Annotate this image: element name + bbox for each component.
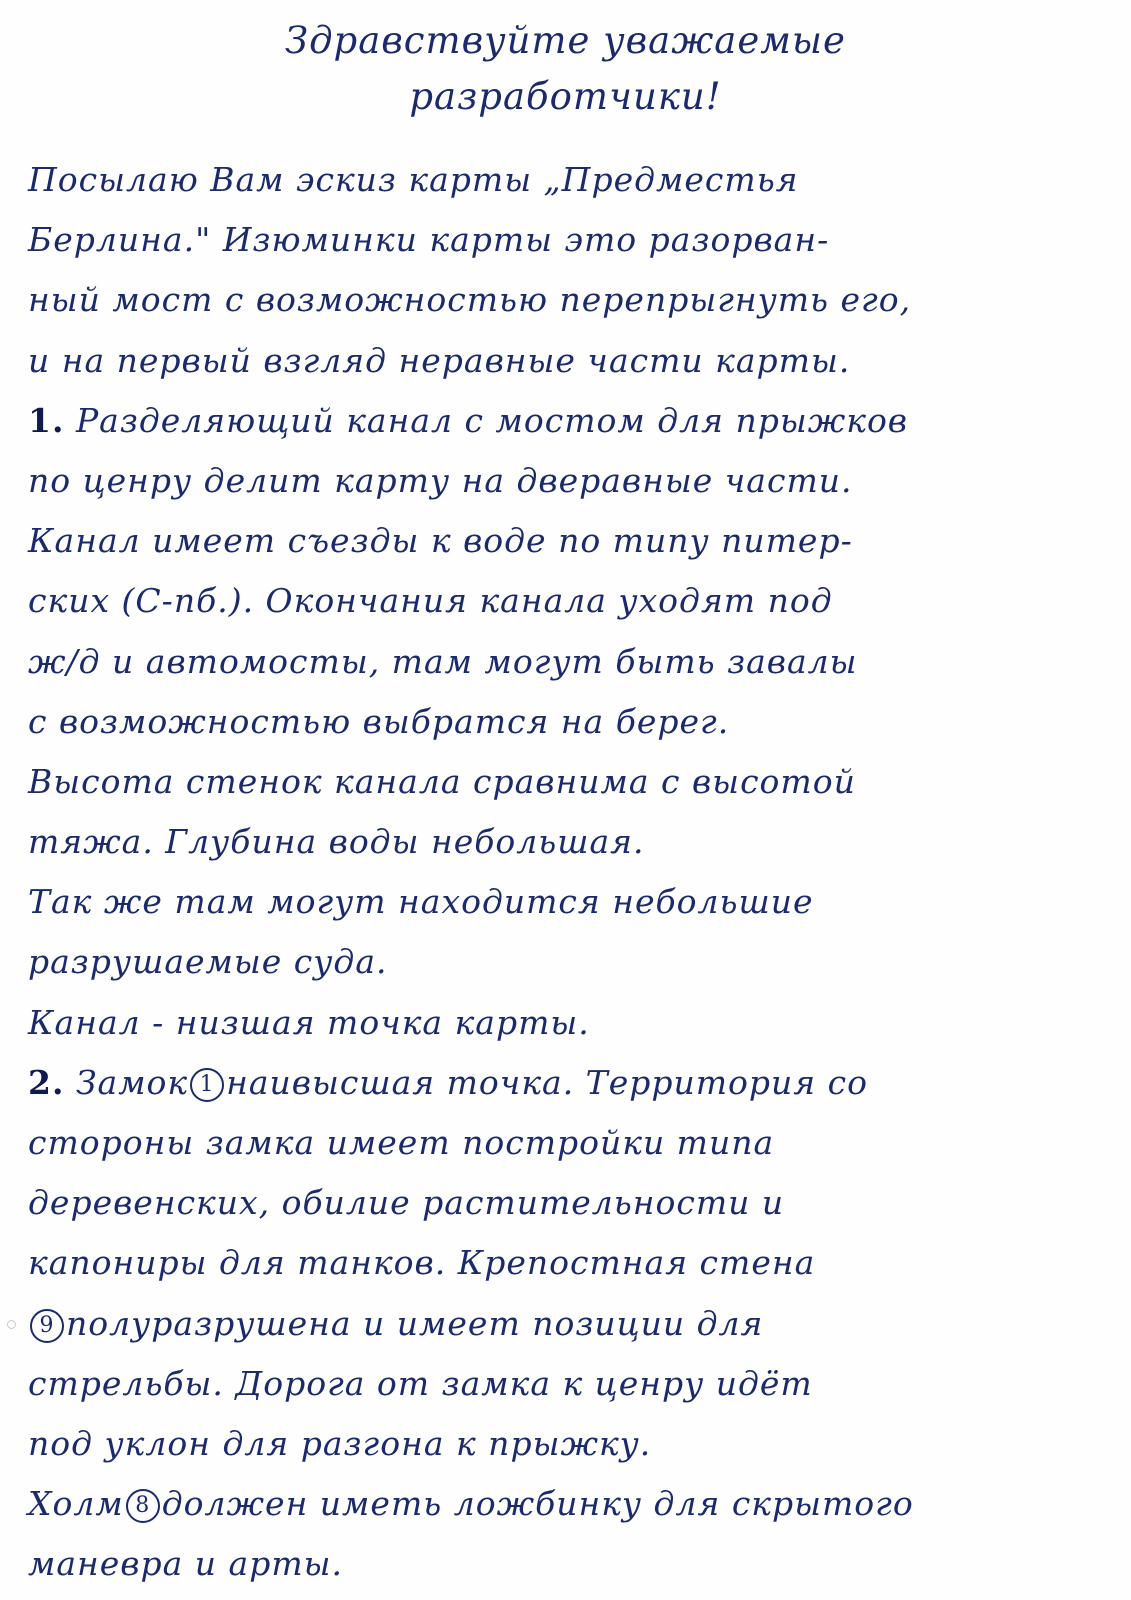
wall-line-text: полуразрушена и имеет позиции для: [66, 1303, 764, 1343]
greeting-line-1: Здравствуйте уважаемые: [285, 19, 846, 62]
map-marker-hill: 8: [126, 1489, 160, 1523]
hill-line-text: должен иметь ложбинку для скрытого: [161, 1484, 914, 1524]
map-marker-castle: 1: [190, 1068, 224, 1102]
intro-line: Посылаю Вам эскиз карты „Предместья: [28, 160, 799, 199]
item-2-first-line-text: наивысшая точка. Территория со: [226, 1062, 868, 1102]
item-1-line: разрушаемые суда.: [28, 942, 388, 982]
item-1-line: тяжа. Глубина воды небольшая.: [28, 822, 645, 862]
item-2-first-line: [28, 1053, 1118, 1113]
intro-line: и на первый взгляд неравные части карты.: [28, 340, 851, 380]
item-1-line: с возможностью выбратся на берег.: [28, 701, 730, 741]
item-2-last-line: маневра и арты.: [28, 1544, 343, 1584]
item-2-number: 2.: [28, 1062, 65, 1102]
item-1-line: Высота стенок канала сравнима с высотой: [28, 761, 856, 801]
item-1-line: Канал имеет съезды к воде по типу питер-: [28, 521, 853, 561]
letter-body: [28, 150, 1118, 1595]
item-2-hill-line: [28, 1474, 1118, 1534]
item-2-line: стороны замка имеет постройки типа: [28, 1123, 775, 1162]
hill-word: Холм: [28, 1484, 124, 1524]
item-1-line: Так же там могут находится небольшие: [28, 882, 814, 922]
item-1-line: по ценру делит карту на дверавные части.: [28, 460, 853, 500]
intro-line: Берлина." Изюминки карты это разорван-: [28, 220, 830, 260]
map-marker-wall: 9: [30, 1309, 64, 1343]
intro-line: ный мост с возможностью перепрыгнуть его,: [28, 280, 912, 320]
item-2-line: стрельбы. Дорога от замка к ценру идёт: [28, 1363, 813, 1403]
item-2-line: капониры для танков. Крепостная стена: [28, 1243, 816, 1283]
castle-word: Замок: [75, 1062, 189, 1102]
item-2-line: под уклон для разгона к прыжку.: [28, 1423, 652, 1463]
item-1-line: Канал - низшая точка карты.: [28, 1002, 590, 1042]
item-1-number: 1.: [28, 400, 65, 440]
item-2-wall-line: [28, 1294, 1118, 1354]
item-1-first-line: [28, 391, 1118, 451]
greeting-line-2: разработчики!: [409, 75, 722, 118]
item-1-line: ских (С-пб.). Окончания канала уходят под: [28, 581, 833, 621]
punch-hole-mark: [7, 1320, 16, 1329]
item-1-line: ж/д и автомосты, там могут быть завалы: [28, 641, 858, 681]
item-2-line: деревенских, обилие растительности и: [28, 1183, 785, 1223]
item-1-first-line-text: Разделяющий канал с мостом для прыжков: [75, 400, 909, 440]
